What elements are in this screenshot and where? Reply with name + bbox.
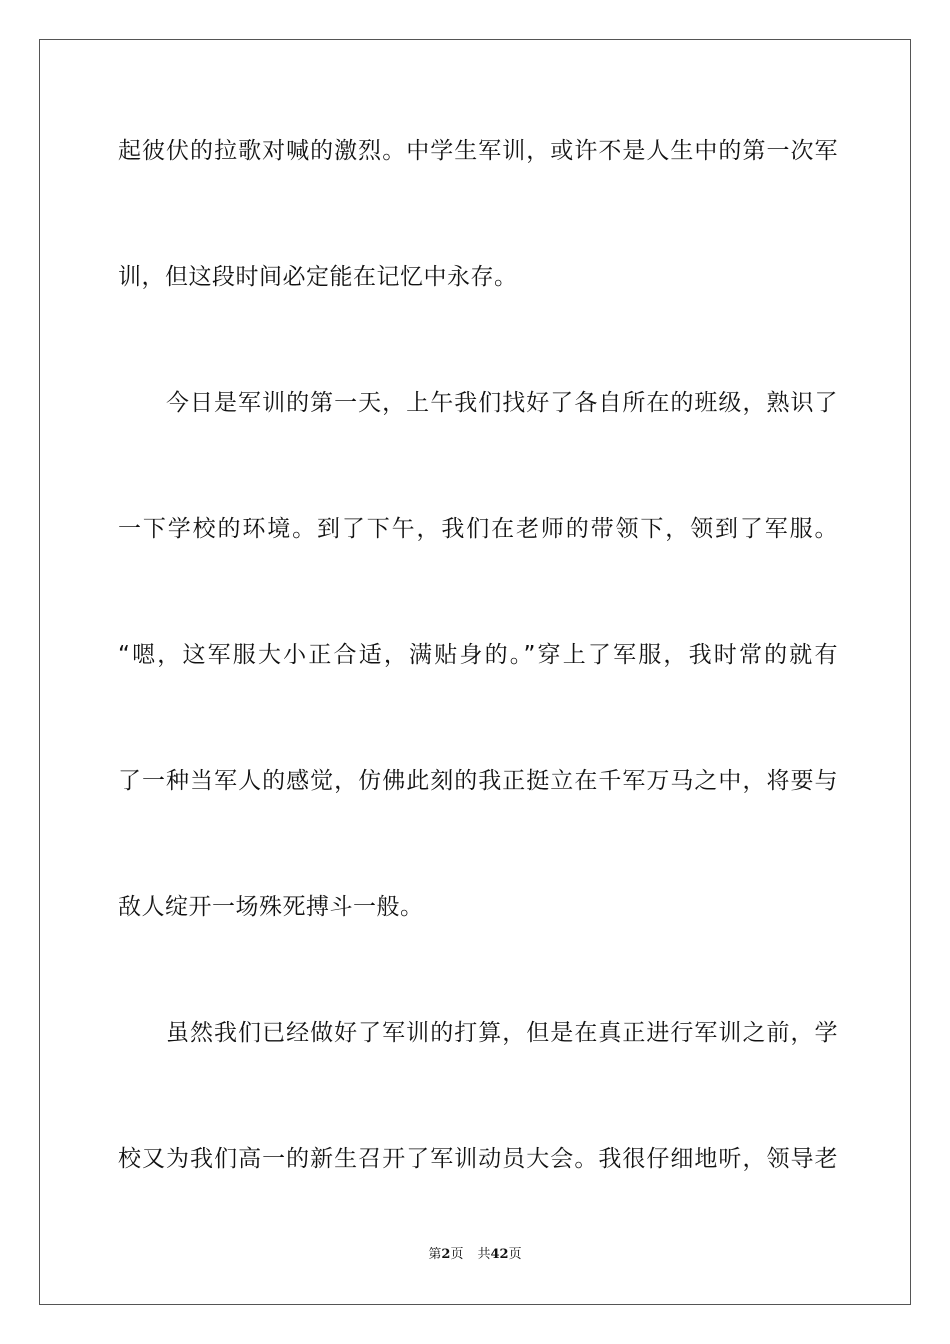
page-number: 2 xyxy=(441,1247,451,1262)
page-suffix: 页 xyxy=(450,1247,464,1262)
text-line-7: 敌人绽开一场殊死搏斗一般。 xyxy=(118,894,424,920)
page-footer xyxy=(0,1247,950,1263)
text-line-5: “嗯，这军服大小正合适，满贴身的。”穿上了军服，我时常的就有 xyxy=(118,642,838,668)
text-line-2: 训，但这段时间必定能在记忆中永存。 xyxy=(118,264,518,290)
text-line-6: 了一种当军人的感觉，仿佛此刻的我正挺立在千军万马之中，将要与 xyxy=(118,768,838,794)
total-pages: 42 xyxy=(490,1247,509,1262)
total-prefix: 共 xyxy=(477,1247,491,1262)
text-line-8: 虽然我们已经做好了军训的打算，但是在真正进行军训之前，学 xyxy=(166,1020,838,1046)
text-line-9: 校又为我们高一的新生召开了军训动员大会。我很仔细地听，领导老 xyxy=(118,1146,838,1172)
text-line-3: 今日是军训的第一天，上午我们找好了各自所在的班级，熟识了 xyxy=(166,390,838,416)
page-border xyxy=(39,39,911,1305)
text-line-4: 一下学校的环境。到了下午，我们在老师的带领下，领到了军服。 xyxy=(118,516,838,542)
page-prefix: 第 xyxy=(428,1247,442,1262)
text-line-1: 起彼伏的拉歌对喊的激烈。中学生军训，或许不是人生中的第一次军 xyxy=(118,138,838,164)
total-suffix: 页 xyxy=(508,1247,522,1262)
